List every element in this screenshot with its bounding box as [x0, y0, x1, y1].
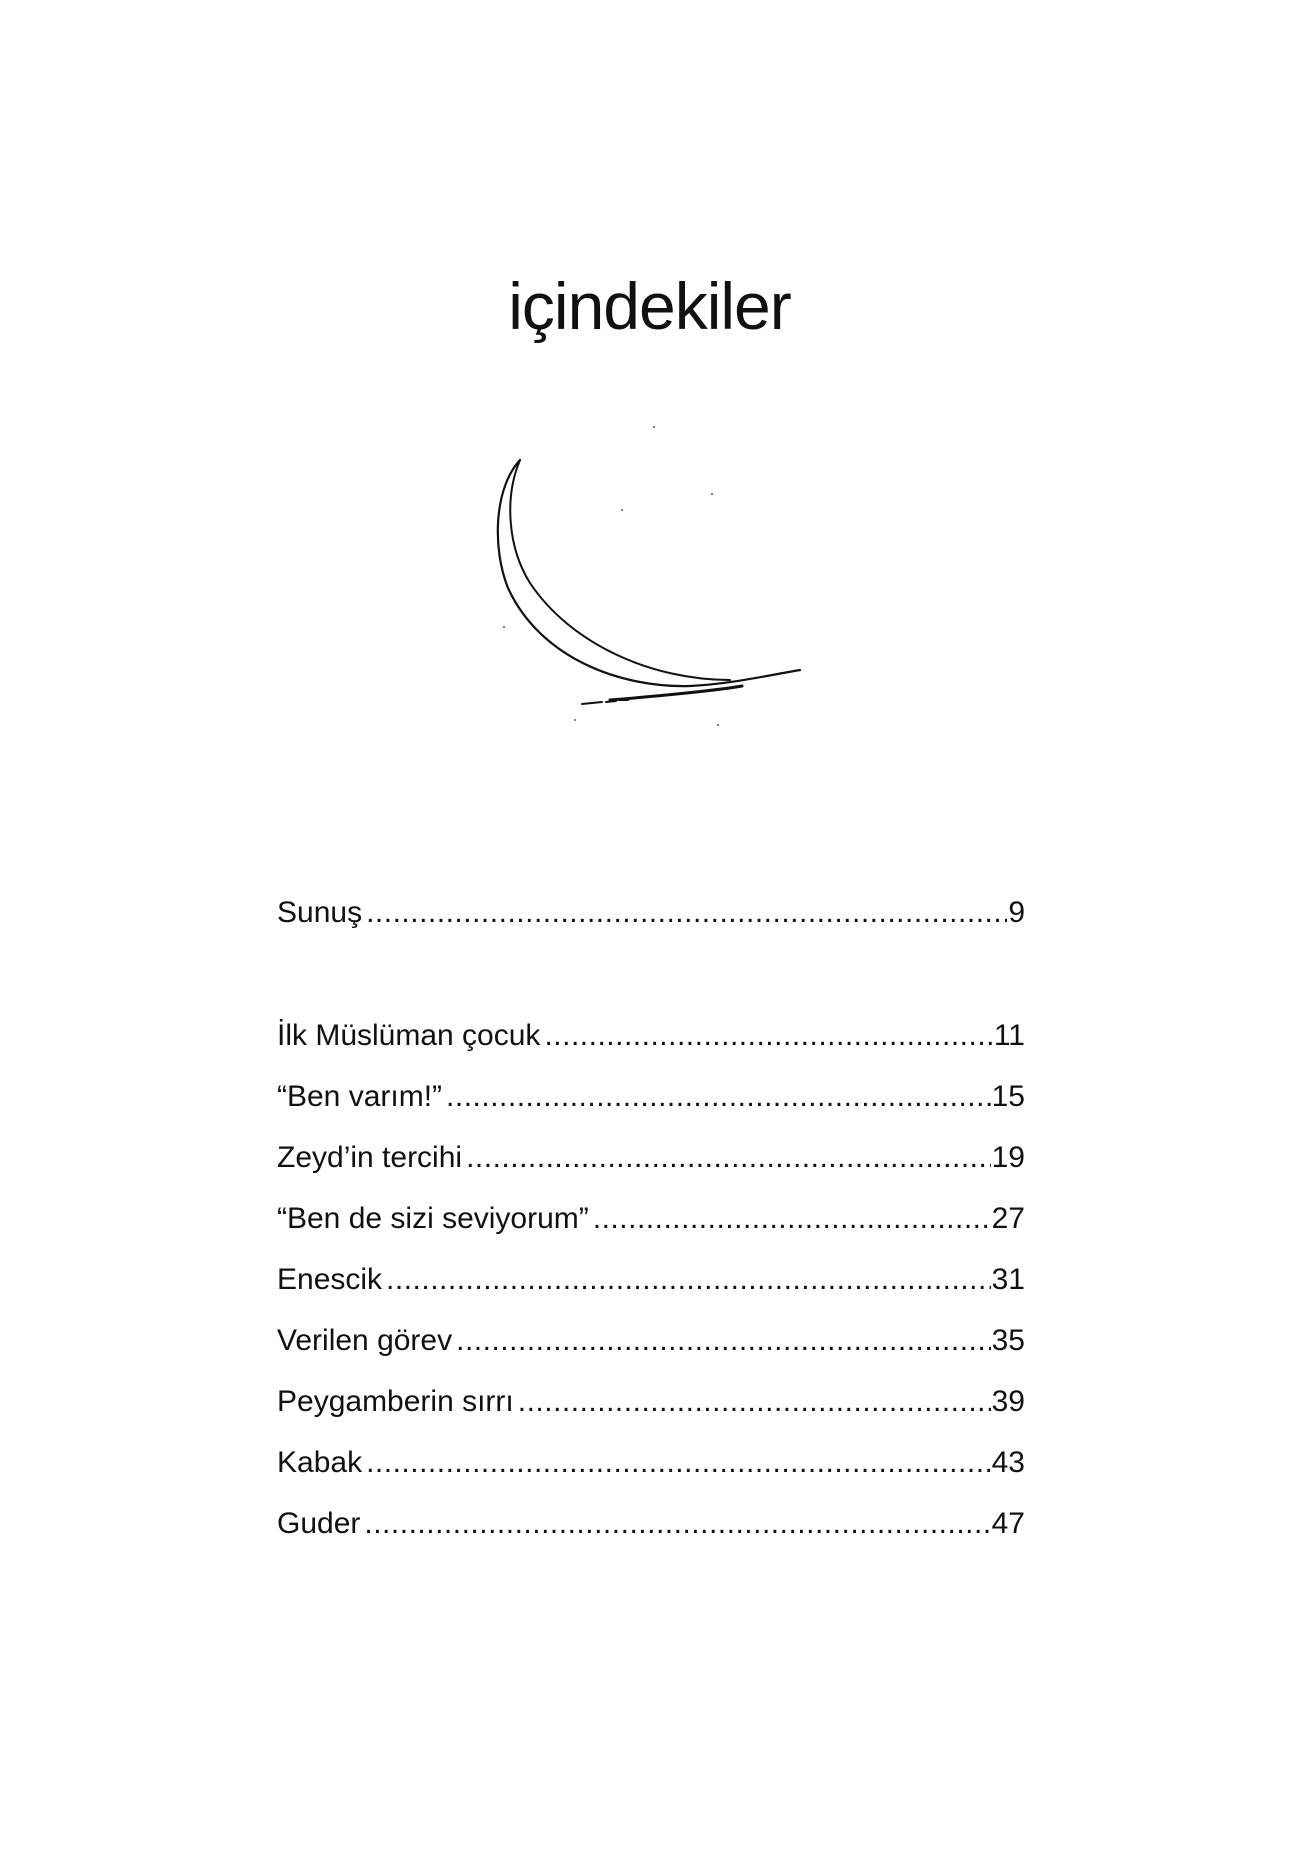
toc-entry-title: “Ben de sizi seviyorum” — [277, 1202, 589, 1235]
toc-entry-title: Peygamberin sırrı — [277, 1385, 514, 1418]
toc-entry — [277, 1504, 1025, 1544]
toc-dot-leader — [544, 1016, 992, 1056]
toc-entry-title: Kabak — [277, 1446, 363, 1479]
toc-entry — [277, 1199, 1025, 1239]
toc-entry — [277, 1077, 1025, 1117]
toc-page-number: 9 — [1008, 896, 1025, 929]
toc-page-number: 39 — [991, 1385, 1025, 1418]
toc-entry-title: İlk Müslüman çocuk — [277, 1019, 541, 1052]
toc-entry — [277, 893, 1025, 933]
toc-page-number: 15 — [991, 1080, 1025, 1113]
toc-entry — [277, 1260, 1025, 1300]
toc-entry — [277, 1321, 1025, 1361]
toc-entry-title: Verilen görev — [277, 1324, 453, 1357]
toc-dot-leader — [456, 1321, 991, 1361]
toc-page-number: 31 — [991, 1263, 1025, 1296]
toc-page-number: 19 — [991, 1141, 1025, 1174]
toc-page-number: 35 — [991, 1324, 1025, 1357]
toc-page-number: 43 — [991, 1446, 1025, 1479]
toc-dot-leader — [446, 1077, 991, 1117]
toc-page-number: 27 — [991, 1202, 1025, 1235]
toc-entry — [277, 1016, 1025, 1056]
toc-dot-leader — [366, 893, 1007, 933]
crescent-moon-icon — [490, 418, 820, 748]
toc-dot-leader — [386, 1260, 991, 1300]
toc-page-number: 11 — [993, 1019, 1025, 1052]
toc-entry-title: Sunuş — [277, 896, 363, 929]
toc-dot-leader — [466, 1138, 991, 1178]
toc-page-number: 47 — [991, 1507, 1025, 1540]
toc-dot-leader — [593, 1199, 991, 1239]
toc-entry-title: Zeyd’in tercihi — [277, 1141, 463, 1174]
toc-dot-leader — [366, 1443, 991, 1483]
toc-entry — [277, 1382, 1025, 1422]
toc-entry — [277, 1138, 1025, 1178]
toc-dot-leader — [518, 1382, 991, 1422]
toc-entry-title: “Ben varım!” — [277, 1080, 443, 1113]
toc-dot-leader — [364, 1504, 990, 1544]
toc-entry-title: Enescik — [277, 1263, 383, 1296]
page-title: içindekiler — [508, 269, 791, 344]
toc-entry-title: Guder — [277, 1507, 361, 1540]
toc-entry — [277, 1443, 1025, 1483]
